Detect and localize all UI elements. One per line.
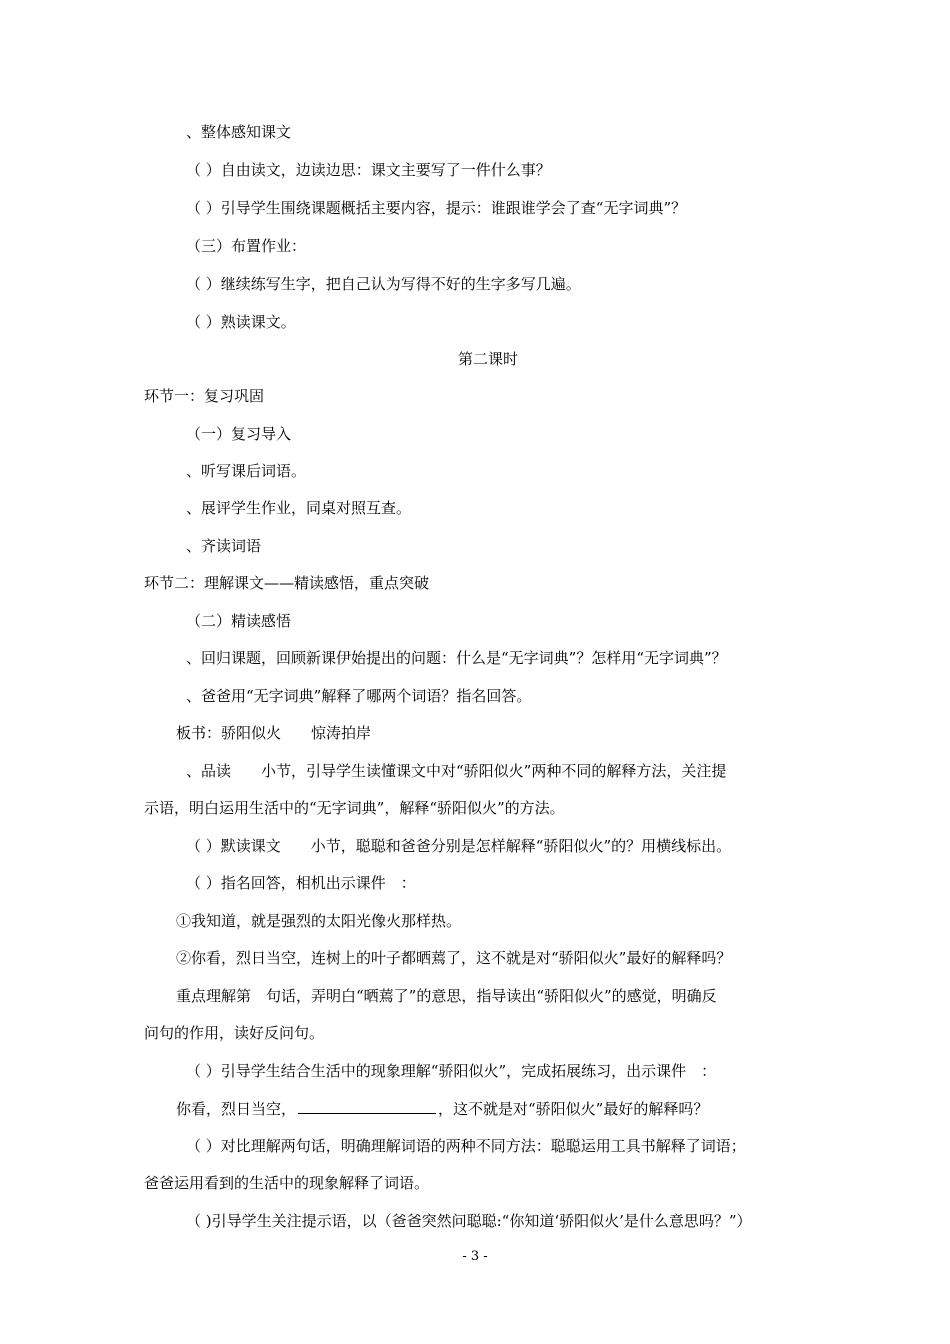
fill-in-line (176, 1097, 708, 1120)
text-line: （一）复习导入 (186, 425, 292, 443)
text-line: （ ）默读课文 小节，聪聪和爸爸分别是怎样解释“骄阳似火”的？用横线标出。 (186, 837, 732, 855)
text-line: 板书：骄阳似火 惊涛拍岸 (176, 724, 372, 742)
page-number: - 3 - (462, 1249, 488, 1264)
text-line: 、齐读词语 (186, 537, 262, 555)
text-line: 、展评学生作业，同桌对照互查。 (186, 499, 412, 517)
text-line: 环节一：复习巩固 (144, 387, 265, 405)
fill-in-prefix: 你看，烈日当空， (176, 1100, 297, 1118)
text-line: 环节二：理解课文——精读感悟，重点突破 (144, 574, 430, 592)
text-line: （ ）继续练写生字，把自己认为写得不好的生字多写几遍。 (186, 275, 581, 293)
text-line: （ ）对比理解两句话，明确理解词语的两种不同方法：聪聪运用工具书解释了词语； (186, 1137, 746, 1155)
section-heading: 第二课时 (458, 350, 519, 368)
text-line: 示语，明白运用生活中的“无字词典”，解释“骄阳似火”的方法。 (144, 799, 565, 817)
text-line: （ ）自由读文，边读边思：课文主要写了一件什么事？ (186, 161, 551, 179)
fill-in-blank (298, 1097, 436, 1114)
text-line: 、听写课后词语。 (186, 462, 307, 480)
text-line: 、品读 小节，引导学生读懂课文中对“骄阳似火”两种不同的解释方法，关注提 (186, 762, 727, 780)
text-line: 问句的作用，读好反问句。 (144, 1024, 325, 1042)
text-line: 重点理解第 句话，弄明白“晒蔫了”的意思，指导读出“骄阳似火”的感觉，明确反 (176, 987, 717, 1005)
text-line: （二）精读感悟 (186, 612, 292, 630)
text-line: （ ）引导学生结合生活中的现象理解“骄阳似火”，完成拓展练习，出示课件 ： (186, 1062, 717, 1080)
text-line: （三）布置作业： (186, 237, 307, 255)
text-line: 、整体感知课文 (186, 123, 292, 141)
text-line: 、爸爸用“无字词典”解释了哪两个词语？指名回答。 (186, 687, 532, 705)
text-line: 爸爸运用看到的生活中的现象解释了词语。 (144, 1174, 430, 1192)
text-line: （ ）引导学生围绕课题概括主要内容，提示：谁跟谁学会了查“无字词典”？ (186, 199, 687, 217)
text-line: ①我知道，就是强烈的太阳光像火那样热。 (176, 912, 462, 930)
text-line: 、回归课题，回顾新课伊始提出的问题：什么是“无字词典”？怎样用“无字词典”？ (186, 649, 727, 667)
text-line: （ ）熟读课文。 (186, 313, 296, 331)
fill-in-suffix: ，这不就是对“骄阳似火”最好的解释吗？ (438, 1100, 709, 1118)
text-line: （ ）指名回答，相机出示课件 ： (186, 874, 416, 892)
text-line: （ )引导学生关注提示语，以（爸爸突然问聪聪:“你知道‘骄阳似火’是什么意思吗？”） (186, 1212, 752, 1230)
text-line: ②你看，烈日当空，连树上的叶子都晒蔫了，这不就是对“骄阳似火”最好的解释吗？ (176, 949, 732, 967)
